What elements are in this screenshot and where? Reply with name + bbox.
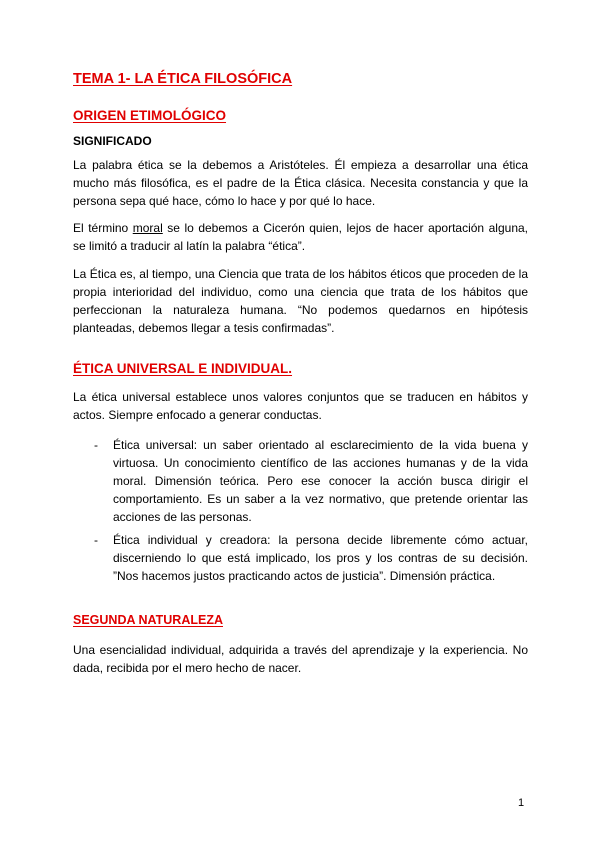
paragraph-origen-2-start: El término (73, 221, 133, 235)
section-heading-origen: ORIGEN ETIMOLÓGICO (73, 108, 227, 123)
bullet-text-individual: Ética individual y creadora: la persona decide libremente cómo actuar, discerniendo lo que está implicado, los pros y los contras de su decisión. ”Nos hacemos justos practicando actos de justicia”. Dimensión práctica. (113, 533, 528, 583)
paragraph-origen-1: La palabra ética se la debemos a Aristóteles. Él empieza a desarrollar una ética mucho más filosófica, es el padre de la Ética clásica. Necesita constancia y que la persona sepa qué hace, cómo lo hace y por qué lo hace. (73, 158, 528, 208)
subheading-significado: SIGNIFICADO (73, 134, 152, 148)
list-item (94, 531, 528, 585)
bullet-dash: - (94, 533, 98, 547)
section-heading-segunda: SEGUNDA NATURALEZA (73, 613, 223, 627)
paragraph-origen-3: La Ética es, al tiempo, una Ciencia que trata de los hábitos éticos que proceden de la propia interioridad del individuo, como una ciencia que trata de los hábitos que perfeccionan la naturaleza humana. “No podemos quedarnos en hipótesis planteadas, debemos llegar a tesis confirmadas”. (73, 267, 528, 335)
paragraph-universal-1: La ética universal establece unos valores conjuntos que se traducen en hábitos y actos. Siempre enfocado a generar conductas. (73, 390, 528, 422)
term-moral: moral (132, 221, 163, 235)
page-title: TEMA 1- LA ÉTICA FILOSÓFICA (73, 71, 293, 87)
paragraph-origen-2 (73, 219, 528, 255)
paragraph-segunda-1: Una esencialidad individual, adquirida a través del aprendizaje y la experiencia. No dada, recibida por el mero hecho de nacer. (73, 643, 528, 675)
paragraph-origen-2-end: se lo debemos a Cicerón quien, lejos de hacer aportación alguna, se limitó a traducir al latín la palabra “ética”. (73, 221, 528, 253)
page-number: 1 (518, 797, 525, 809)
bullet-text-universal: Ética universal: un saber orientado al esclarecimiento de la vida buena y virtuosa. Un conocimiento científico de las acciones humanas y de la vida moral. Dimensión teórica. Pero ese conocer la acción busca dirigir el comportamiento. Es un saber a la vez normativo, que pretende orientar las acciones de las personas. (113, 438, 528, 524)
bullet-dash: - (94, 438, 98, 452)
list-item (94, 436, 528, 526)
section-heading-universal: ÉTICA UNIVERSAL E INDIVIDUAL. (73, 361, 293, 376)
